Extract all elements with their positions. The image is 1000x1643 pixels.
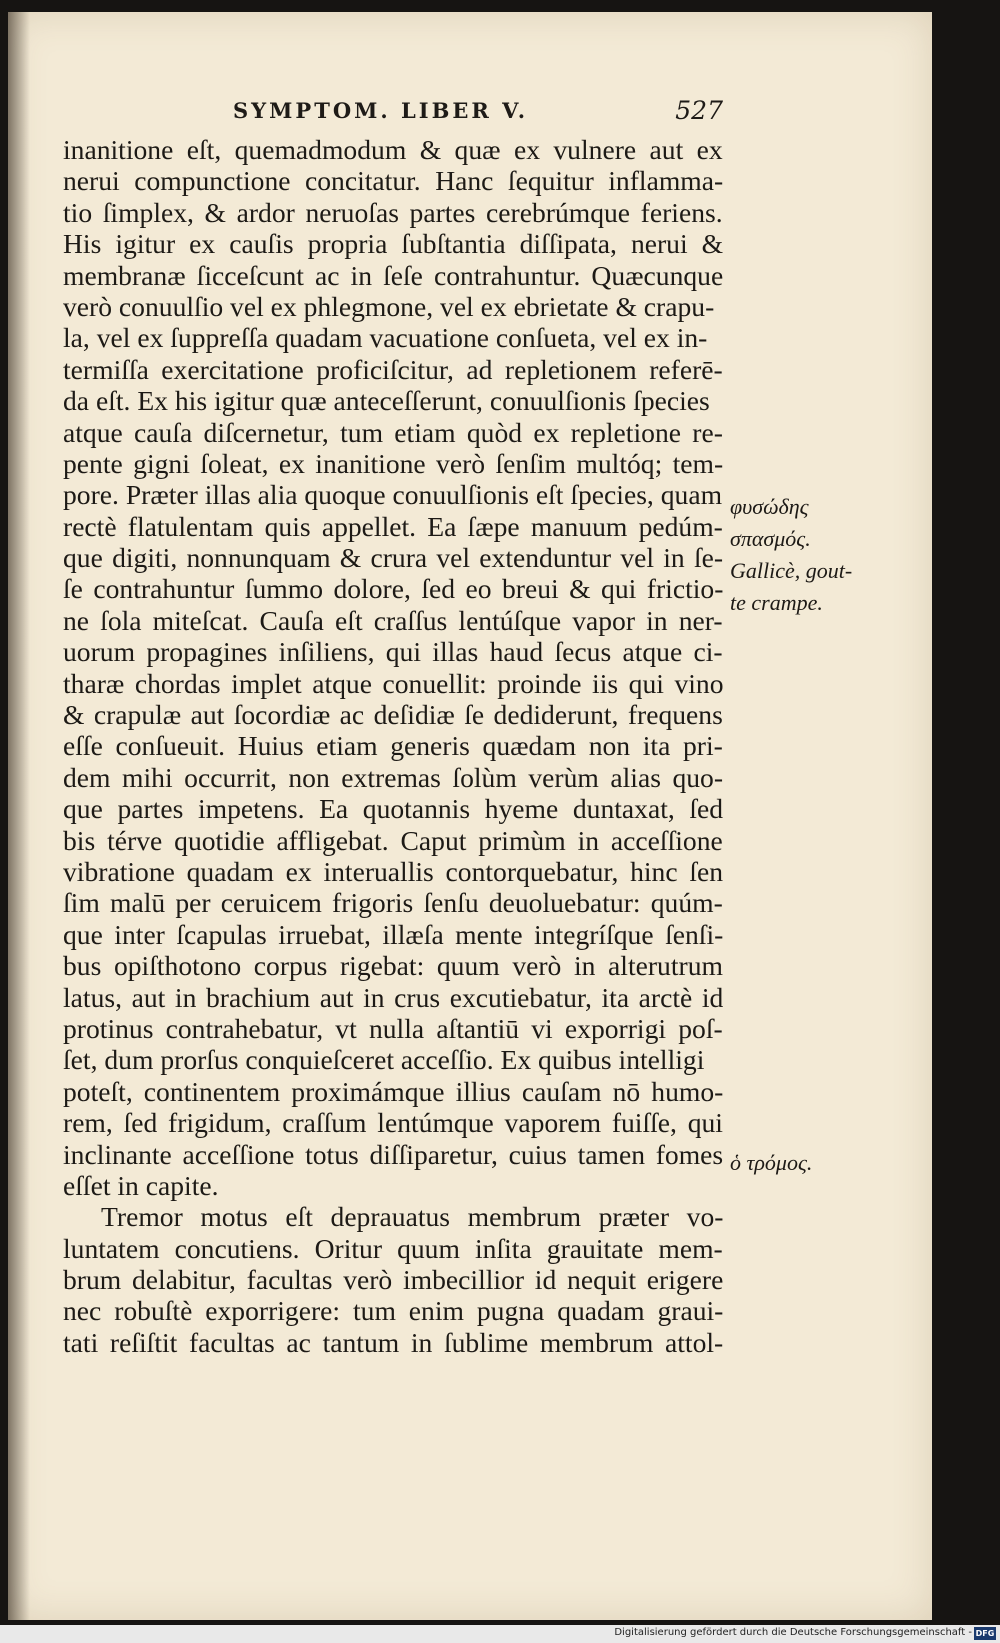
text-line: pore. Præter illas alia quoque conuulſionis eſt ſpecies, quam bbox=[63, 479, 723, 511]
text-line: dem mihi occurrit, non extremas ſolùm verùm alias quo- bbox=[63, 761, 724, 793]
text-line: da eſt. Ex his igitur quæ anteceſſerunt, conuulſionis ſpecies bbox=[63, 385, 710, 417]
text-line: pente gigni ſoleat, ex inanitione verò ſenſim multóq; tem- bbox=[63, 447, 724, 479]
text-line: poteſt, continentem proximámque illius cauſam nō humo- bbox=[63, 1075, 724, 1107]
text-line: luntatem concutiens. Oritur quum inſita grauitate mem- bbox=[63, 1232, 723, 1264]
text-line: & crapulæ aut ſocordiæ ac deſidiæ ſe dediderunt, frequens bbox=[63, 699, 723, 731]
text-line: eſſe conſueuit. Huius etiam generis quædam non ita pri- bbox=[63, 730, 723, 762]
text-line: vibratione quadam ex interuallis contorquebatur, hinc ſen bbox=[63, 855, 724, 887]
text-line: tio ſimplex, & ardor neruoſas partes cerebrúmque feriens. bbox=[63, 196, 723, 228]
margin-note-greek: φυσώδης bbox=[730, 494, 809, 519]
text-line: rem, ſed frigidum, craſſum lentúmque vaporem fuiſſe, qui bbox=[63, 1107, 723, 1139]
text-line: Tremor motus eſt deprauatus membrum præter vo- bbox=[101, 1201, 724, 1233]
text-line: inanitione eſt, quemadmodum & quæ ex vulnere aut ex bbox=[63, 134, 723, 165]
text-line: eſſet in capite. bbox=[63, 1169, 219, 1201]
text-line: tati reſiſtit facultas ac tantum in ſublime membrum attol- bbox=[63, 1326, 724, 1358]
text-line: uorum propagines inſiliens, qui illas haud ſecus atque ci- bbox=[63, 636, 723, 668]
text-line: His igitur ex cauſis propria ſubſtantia diſſipata, nerui & bbox=[63, 228, 724, 260]
book-page bbox=[8, 12, 932, 1620]
text-line: inclinante acceſſione totus diſſiparetur, cuius tamen fomes bbox=[63, 1138, 724, 1170]
margin-note-greek: ὁ τρόμος. bbox=[730, 1150, 813, 1175]
text-line: latus, aut in brachium aut in crus excutiebatur, ita arctè id bbox=[63, 981, 724, 1013]
text-line: bis térve quotidie affligebat. Caput primùm in acceſſione bbox=[63, 824, 723, 856]
page-number: 527 bbox=[675, 96, 723, 125]
body-text bbox=[63, 134, 723, 1358]
text-line: brum delabitur, facultas verò imbecillior id nequit erigere bbox=[63, 1264, 724, 1296]
margin-note-greek: σπασμός. bbox=[730, 526, 811, 551]
text-line: que digiti, nonnunquam & crura vel extenduntur vel in ſe- bbox=[63, 542, 724, 574]
text-line: nec robuſtè exporrigere: tum enim pugna quadam graui- bbox=[63, 1295, 724, 1327]
text-line: ne ſola miteſcat. Cauſa eſt craſſus lentúſque vapor in ner- bbox=[63, 604, 723, 636]
running-head bbox=[233, 90, 723, 130]
text-line: ſet, dum prorſus conquieſceret acceſſio. Ex quibus intelligi bbox=[63, 1044, 705, 1076]
dfg-logo: DFG bbox=[975, 1629, 995, 1638]
text-line: protinus contrahebatur, vt nulla aſtantiū vi exporrigi poſ- bbox=[63, 1012, 723, 1044]
text-line: termiſſa exercitatione proficiſcitur, ad repletionem referē- bbox=[63, 353, 723, 385]
text-line: membranæ ſicceſcunt ac in ſeſe contrahuntur. Quæcunque bbox=[63, 259, 724, 291]
margin-note-french: Gallicè, gout- bbox=[730, 558, 853, 583]
text-line: nerui compunctione concitatur. Hanc ſequitur inflamma- bbox=[63, 165, 724, 197]
text-line: atque cauſa diſcernetur, tum etiam quòd ex repletione re- bbox=[63, 416, 723, 448]
text-line: tharæ chordas implet atque conuellit: proinde iis qui vino bbox=[63, 667, 724, 699]
digitization-credit: Digitalisierung gefördert durch die Deutsche Forschungsgemeinschaft - bbox=[614, 1627, 972, 1638]
text-line: que partes impetens. Ea quotannis hyeme duntaxat, ſed bbox=[63, 793, 724, 825]
text-line: verò conuulſio vel ex phlegmone, vel ex ebrietate & crapu- bbox=[63, 290, 715, 322]
margin-note-french: te crampe. bbox=[730, 590, 823, 615]
text-line: ſe contrahuntur ſummo dolore, ſed eo breui & qui frictio- bbox=[63, 573, 724, 605]
text-line: que inter ſcapulas irruebat, illæſa mente integríſque ſenſi- bbox=[63, 918, 724, 950]
running-title: SYMPTOM. LIBER V. bbox=[233, 98, 529, 123]
text-line: ſim malū per ceruicem frigoris ſenſu deuoluebatur: quúm- bbox=[63, 887, 723, 919]
text-line: bus opiſthotono corpus rigebat: quum verò in alterutrum bbox=[63, 950, 723, 982]
text-line: la, vel ex ſuppreſſa quadam vacuatione conſueta, vel ex in- bbox=[63, 322, 708, 354]
text-line: rectè flatulentam quis appellet. Ea ſæpe manuum pedúm- bbox=[63, 510, 723, 542]
